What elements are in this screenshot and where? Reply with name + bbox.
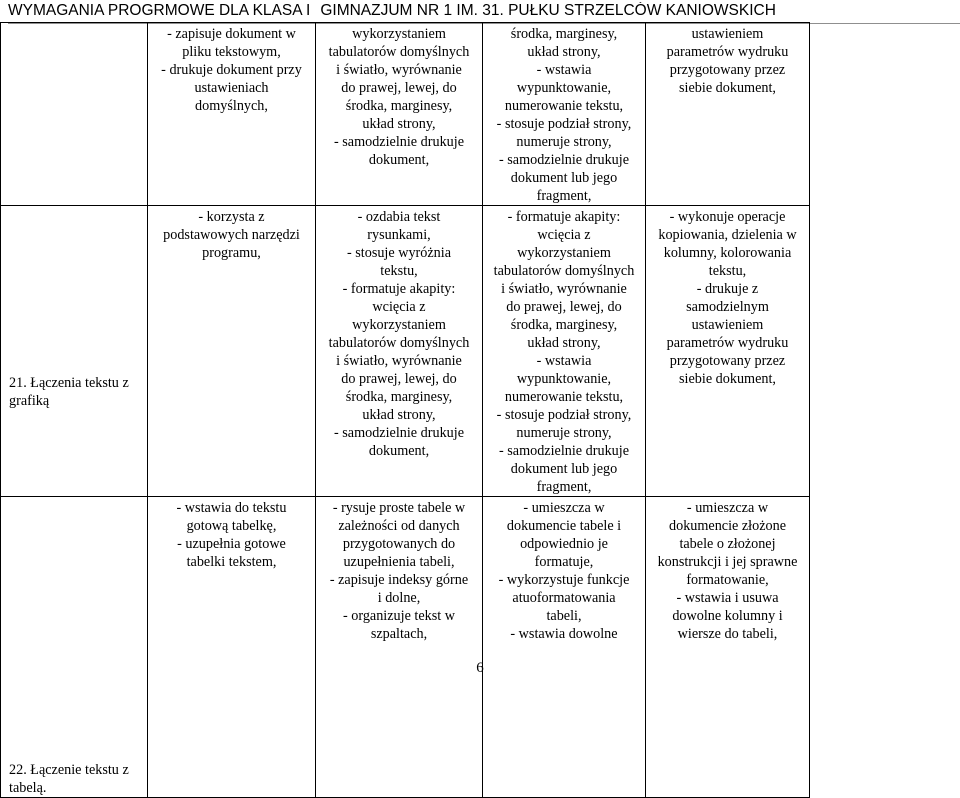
cell-line: i światło, wyrównanie (336, 353, 462, 369)
requirement-cell-dopuszczajaca (148, 206, 316, 497)
topic-cell (1, 497, 148, 798)
cell-line: numeruje strony, (516, 134, 612, 150)
table-row (1, 23, 810, 206)
cell-line: domyślnych, (195, 98, 268, 114)
page-number: 6 (476, 660, 484, 676)
cell-line: uzupełnienia tabeli, (343, 554, 455, 570)
cell-line: środka, marginesy, (345, 389, 453, 405)
cell-line: - wstawia (536, 353, 592, 369)
table-row (1, 206, 810, 497)
cell-line: do prawej, lewej, do (506, 299, 622, 315)
cell-line: zależności od danych (338, 518, 460, 534)
cell-line: - samodzielnie drukuje (333, 425, 464, 441)
requirement-cell-bardzo-dobra (646, 23, 810, 206)
cell-line: kopiowania, dzielenia w (658, 227, 797, 243)
cell-line: - wykorzystuje funkcje (498, 572, 630, 588)
cell-line: podstawowych narzędzi (163, 227, 300, 243)
cell-line: dokument lub jego (510, 461, 618, 477)
cell-line: formatuje, (534, 554, 594, 570)
requirement-cell-dostateczna (316, 23, 483, 206)
cell-line: tabele o złożonej (679, 536, 776, 552)
cell-line: tabulatorów domyślnych (328, 335, 470, 351)
cell-line: - umieszcza w (686, 500, 769, 516)
topic-cell (1, 206, 148, 497)
cell-line: rysunkami, (367, 227, 431, 243)
cell-line: formatowanie, (686, 572, 769, 588)
cell-line: - wstawia (536, 62, 592, 78)
cell-line: - drukuje z (696, 281, 759, 297)
cell-line: wcięcia z (372, 299, 426, 315)
cell-line: - ozdabia tekst (357, 209, 441, 225)
cell-line: - zapisuje dokument w (167, 26, 296, 42)
header-title: WYMAGANIA PROGRMOWE DLA KLASA I (8, 2, 311, 19)
cell-line: i światło, wyrównanie (501, 281, 627, 297)
cell-line: - stosuje wyróżnia (346, 245, 452, 261)
header-school: GIMNAZJUM NR 1 IM. 31. PUŁKU STRZELCÓW KANIOWSKICH (320, 2, 776, 19)
cell-line: - formatuje akapity: (507, 209, 621, 225)
cell-line: - korzysta z (198, 209, 265, 225)
cell-line: środka, marginesy, (345, 98, 453, 114)
cell-line: - wstawia i usuwa (676, 590, 779, 606)
requirement-cell-dostateczna (316, 206, 483, 497)
cell-line: tabulatorów domyślnych (493, 263, 635, 279)
cell-line: pliku tekstowym, (182, 44, 281, 60)
cell-line: - umieszcza w (523, 500, 605, 516)
cell-line: wykorzystaniem (352, 317, 446, 333)
cell-line: środka, marginesy, (510, 317, 618, 333)
cell-line: - samodzielnie drukuje (498, 152, 629, 168)
cell-line: tekstu, (708, 263, 747, 279)
cell-line: wypunktowanie, (516, 371, 612, 387)
cell-line: - uzupełnia gotowe (177, 536, 286, 552)
cell-line: układ strony, (527, 44, 601, 60)
cell-line: tekstu, (380, 263, 418, 279)
cell-line: konstrukcji i jej sprawne (657, 554, 798, 570)
cell-line: - stosuje podział strony, (496, 116, 632, 132)
cell-line: ustawieniem (691, 317, 764, 333)
cell-line: programu, (202, 245, 261, 261)
cell-line: - drukuje dokument przy (161, 62, 302, 78)
cell-line: - rysuje proste tabele w (332, 500, 466, 516)
cell-line: wykorzystaniem (517, 245, 611, 261)
cell-line: środka, marginesy, (510, 26, 618, 42)
cell-line: numeruje strony, (516, 425, 612, 441)
cell-line: fragment, (536, 188, 592, 204)
requirement-cell-dobra (483, 497, 646, 798)
topic-cell (1, 23, 148, 206)
cell-line: dokumencie tabele i (506, 518, 622, 534)
cell-line: gotową tabelkę, (186, 518, 277, 534)
cell-line: parametrów wydruku (666, 335, 789, 351)
cell-line: - wstawia do tekstu (176, 500, 287, 516)
cell-line: wypunktowanie, (516, 80, 612, 96)
requirement-cell-bardzo-dobra (646, 497, 810, 798)
cell-line: - stosuje podział strony, (496, 407, 632, 423)
cell-line: układ strony, (527, 335, 601, 351)
requirement-cell-dopuszczajaca (148, 497, 316, 798)
cell-line: tabelą. (9, 780, 47, 796)
cell-line: 22. Łączenie tekstu z (9, 762, 129, 778)
cell-line: kolumny, kolorowania (663, 245, 792, 261)
cell-line: - samodzielnie drukuje (333, 134, 464, 150)
cell-line: numerowanie tekstu, (504, 98, 624, 114)
cell-line: przygotowany przez (669, 353, 786, 369)
cell-line: - formatuje akapity: (342, 281, 456, 297)
cell-line: dokument lub jego (510, 170, 618, 186)
cell-line: numerowanie tekstu, (504, 389, 624, 405)
cell-line: do prawej, lewej, do (341, 80, 457, 96)
cell-line: i światło, wyrównanie (336, 62, 462, 78)
requirement-cell-dopuszczajaca (148, 23, 316, 206)
cell-line: atuoformatowania (512, 590, 616, 606)
cell-line: tabelki tekstem, (186, 554, 277, 570)
cell-line: - wstawia dowolne (510, 626, 618, 642)
requirement-cell-bardzo-dobra (646, 206, 810, 497)
cell-line: ustawieniach (194, 80, 269, 96)
cell-line: parametrów wydruku (666, 44, 789, 60)
cell-line: szpaltach, (370, 626, 428, 642)
requirements-table (0, 22, 810, 798)
cell-line: 21. Łączenia tekstu z (9, 375, 129, 391)
cell-line: wiersze do tabeli, (677, 626, 778, 642)
cell-line: tabulatorów domyślnych (328, 44, 470, 60)
cell-line: dowolne kolumny i (672, 608, 783, 624)
cell-line: układ strony, (362, 407, 436, 423)
cell-line: - organizuje tekst w (342, 608, 456, 624)
cell-line: dokument, (368, 443, 430, 459)
cell-line: odpowiednio je (520, 536, 608, 552)
requirement-cell-dobra (483, 23, 646, 206)
cell-line: wcięcia z (537, 227, 591, 243)
cell-line: wykorzystaniem (352, 26, 446, 42)
cell-line: układ strony, (362, 116, 436, 132)
cell-line: ustawieniem (691, 26, 764, 42)
cell-line: siebie dokument, (679, 80, 776, 96)
cell-line: tabeli, (546, 608, 582, 624)
requirement-cell-dobra (483, 206, 646, 497)
page-header (8, 2, 960, 24)
cell-line: dokumencie złożone (669, 518, 786, 534)
cell-line: - wykonuje operacje (669, 209, 786, 225)
cell-line: grafiką (9, 393, 50, 409)
cell-line: do prawej, lewej, do (341, 371, 457, 387)
cell-line: - zapisuje indeksy górne (329, 572, 469, 588)
cell-line: - samodzielnie drukuje (498, 443, 629, 459)
cell-line: siebie dokument, (679, 371, 776, 387)
cell-line: przygotowany przez (669, 62, 786, 78)
cell-line: przygotowanych do (342, 536, 456, 552)
cell-line: dokument, (368, 152, 430, 168)
cell-line: samodzielnym (686, 299, 769, 315)
cell-line: i dolne, (377, 590, 421, 606)
cell-line: fragment, (536, 479, 592, 495)
requirement-cell-dostateczna (316, 497, 483, 798)
table-row (1, 497, 810, 798)
